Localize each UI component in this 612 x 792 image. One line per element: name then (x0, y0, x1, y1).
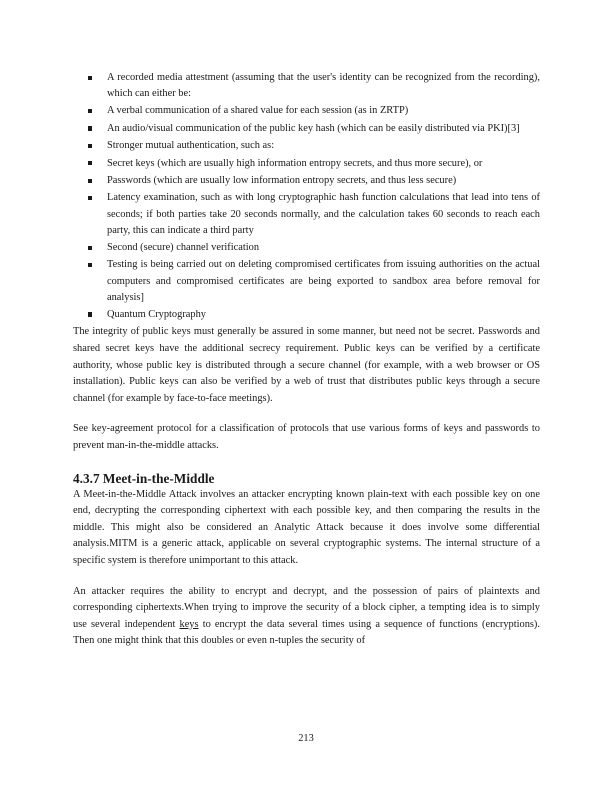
list-item-text: Testing is being carried out on deleting compromised certificates from issuing authorities on the actual computers and compromised certificates are being exported to sandbox area before removal for analysis] (107, 259, 540, 303)
list-item (73, 190, 540, 238)
square-bullet-icon (88, 109, 92, 113)
list-item-text: A verbal communication of a shared value for each session (as in ZRTP) (107, 105, 409, 117)
list-item (73, 257, 540, 305)
list-item (73, 307, 540, 323)
list-item-text: Quantum Cryptography (107, 308, 206, 320)
square-bullet-icon (88, 144, 92, 148)
list-item-text: Passwords (which are usually low information entropy secrets, and thus less secure) (107, 175, 457, 187)
square-bullet-icon (88, 312, 92, 316)
list-item-text: Second (secure) channel verification (107, 242, 260, 254)
list-item (73, 70, 540, 102)
page-number: 213 (298, 733, 314, 744)
list-item-text: Stronger mutual authentication, such as: (107, 140, 275, 152)
paragraph-requirements: An attacker requires the ability to encrypt and decrypt, and the possession of pairs of plaintexts and corresponding ciphertexts.When trying to improve the security of a block cipher, a tempting idea is to simply use several independent keys to encrypt the data several times using a sequence of functions (encryptions). Then one might think that this doubles or even n-tuples the security of (73, 585, 540, 647)
paragraph-mitm: A Meet-in-the-Middle Attack involves an attacker encrypting known plain-text with each possible key on one end, decrypting the corresponding ciphertext with each possible key, and then comparing the results in the middle. This might also be considered an Analytic Attack because it does involve some differential analysis.MITM is a generic attack, applicable on several cryptographic systems. The internal structure of a specific system is therefore unimportant to this attack. (73, 488, 540, 566)
list-item (73, 173, 540, 189)
list-item (73, 138, 540, 154)
list-item-text: An audio/visual communication of the public key hash (which can be easily distributed via PKI)[3] (107, 122, 520, 134)
list-item-text: Secret keys (which are usually high information entropy secrets, and thus more secure), or (107, 157, 483, 169)
square-bullet-icon (88, 179, 92, 183)
square-bullet-icon (88, 76, 92, 80)
square-bullet-icon (88, 263, 92, 267)
list-item (73, 240, 540, 256)
paragraph-integrity: The integrity of public keys must generally be assured in some manner, but need not be secret. Passwords and shared secret keys have the additional secrecy requirement. Public keys can be verified by a certificate authority, whose public key is distributed through a secure channel (for example, with a web browser or OS installation). Public keys can also be verified by a web of trust that distributes public keys through a secure channel (for example by face-to-face meetings). (73, 326, 540, 404)
section-heading: 4.3.7 Meet-in-the-Middle (73, 470, 215, 486)
list-item-text: Latency examination, such as with long cryptographic hash function calculations that lead into tens of seconds; if both parties take 20 seconds normally, and the calculation takes 60 seconds to reach each party, this can indicate a third party (107, 192, 540, 236)
list-item (73, 156, 540, 172)
square-bullet-icon (88, 161, 92, 165)
paragraph-see-also: See key-agreement protocol for a classification of protocols that use various forms of keys and passwords to prevent man-in-the-middle attacks. (73, 423, 540, 451)
list-item-text: A recorded media attestment (assuming that the user's identity can be recognized from the recording), which can either be: (107, 72, 540, 100)
square-bullet-icon (88, 246, 92, 250)
list-item (73, 121, 540, 137)
square-bullet-icon (88, 126, 92, 130)
square-bullet-icon (88, 196, 92, 200)
document-page (73, 70, 540, 650)
keys-link[interactable]: keys (179, 618, 199, 630)
bullet-list (73, 70, 540, 323)
list-item (73, 103, 540, 119)
